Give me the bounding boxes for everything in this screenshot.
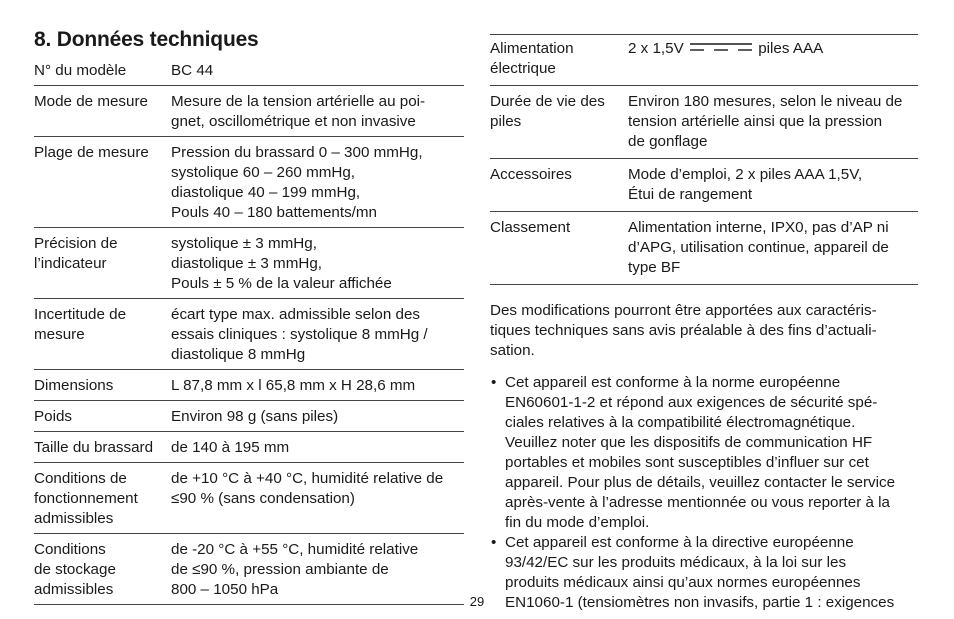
spec-row-accessories — [490, 159, 918, 212]
bullet-icon: • — [491, 374, 497, 391]
spec-label: Conditions de stockage admissibles — [34, 534, 171, 605]
spec-row-power-supply — [490, 35, 918, 86]
spec-value: Environ 98 g (sans piles) — [171, 401, 464, 432]
power-value-voltage: 2 x 1,5V — [628, 40, 684, 57]
spec-row-measurement-uncertainty — [34, 299, 464, 370]
left-column — [34, 58, 464, 605]
spec-label: N° du modèle — [34, 58, 171, 86]
right-column — [490, 34, 918, 613]
spec-value: L 87,8 mm x l 65,8 mm x H 28,6 mm — [171, 370, 464, 401]
spec-label: Alimentation électrique — [490, 35, 628, 86]
spec-table-left — [34, 58, 464, 605]
spec-value — [628, 35, 918, 86]
spec-value: de 140 à 195 mm — [171, 432, 464, 463]
spec-value: de -20 °C à +55 °C, humidité relative de ≤90 %, pression ambiante de 800 – 1050 hPa — [171, 534, 464, 605]
spec-row-battery-life — [490, 86, 918, 159]
spec-value: Mode d’emploi, 2 x piles AAA 1,5V, Étui de rangement — [628, 159, 918, 212]
spec-label: Mode de mesure — [34, 86, 171, 137]
spec-value: de +10 °C à +40 °C, humidité relative de ≤90 % (sans condensation) — [171, 463, 464, 534]
spec-row-weight — [34, 401, 464, 432]
spec-row-display-accuracy — [34, 228, 464, 299]
spec-value: systolique ± 3 mmHg, diastolique ± 3 mmHg, Pouls ± 5 % de la valeur affichée — [171, 228, 464, 299]
direct-current-icon — [690, 42, 752, 52]
bullet-icon: • — [491, 534, 497, 551]
spec-value: Alimentation interne, IPX0, pas d’AP ni d’APG, utilisation continue, appareil de type BF — [628, 212, 918, 285]
modification-notice: Des modifications pourront être apportées aux caractéris- tiques techniques sans avis préalable à des fins d’actuali- sation. — [490, 302, 877, 359]
spec-value: Environ 180 mesures, selon le niveau de tension artérielle ainsi que la pression de gonflage — [628, 86, 918, 159]
spec-row-model — [34, 58, 464, 86]
spec-label: Précision de l’indicateur — [34, 228, 171, 299]
spec-label: Incertitude de mesure — [34, 299, 171, 370]
power-value-battery: piles AAA — [758, 40, 824, 57]
spec-value: écart type max. admissible selon des essais cliniques : systolique 8 mmHg / diastolique 8 mmHg — [171, 299, 464, 370]
spec-label: Taille du brassard — [34, 432, 171, 463]
spec-value: Pression du brassard 0 – 300 mmHg, systolique 60 – 260 mmHg, diastolique 40 – 199 mmHg, Pouls 40 – 180 battements/mn — [171, 137, 464, 228]
list-item — [490, 373, 918, 533]
list-item-text: Cet appareil est conforme à la directive européenne 93/42/EC sur les produits médicaux, à la loi sur les produits médicaux ainsi qu’aux normes européennes EN1060-1 (tensiomètres non invasifs, partie 1 : exigences — [505, 534, 895, 611]
spec-label: Conditions de fonctionnement admissibles — [34, 463, 171, 534]
spec-value: Mesure de la tension artérielle au poi- gnet, oscillométrique et non invasive — [171, 86, 464, 137]
spec-value: BC 44 — [171, 58, 464, 86]
list-item-text: Cet appareil est conforme à la norme européenne EN60601-1-2 et répond aux exigences de sécurité spé- ciales relatives à la compatibilité électromagnétique. Veuillez noter que les dispositifs de communication HF portables et mobiles sont susceptibles d’influer sur cet appareil. Pour plus de détails, veuillez contacter le service après-vente à l’adresse mentionnée ou vous reporter à la fin du mode d’emploi. — [505, 374, 896, 531]
page-number: 29 — [469, 594, 485, 609]
spec-row-cuff-size — [34, 432, 464, 463]
spec-row-operating-conditions — [34, 463, 464, 534]
spec-label: Accessoires — [490, 159, 628, 212]
spec-row-measurement-mode — [34, 86, 464, 137]
spec-row-measurement-range — [34, 137, 464, 228]
spec-row-dimensions — [34, 370, 464, 401]
spec-label: Dimensions — [34, 370, 171, 401]
compliance-list — [490, 373, 918, 613]
spec-label: Poids — [34, 401, 171, 432]
page-title: 8. Données techniques — [34, 28, 259, 51]
spec-table-right — [490, 34, 918, 285]
spec-label: Durée de vie des piles — [490, 86, 628, 159]
spec-row-classification — [490, 212, 918, 285]
spec-label: Plage de mesure — [34, 137, 171, 228]
notes-section — [490, 301, 918, 613]
spec-label: Classement — [490, 212, 628, 285]
